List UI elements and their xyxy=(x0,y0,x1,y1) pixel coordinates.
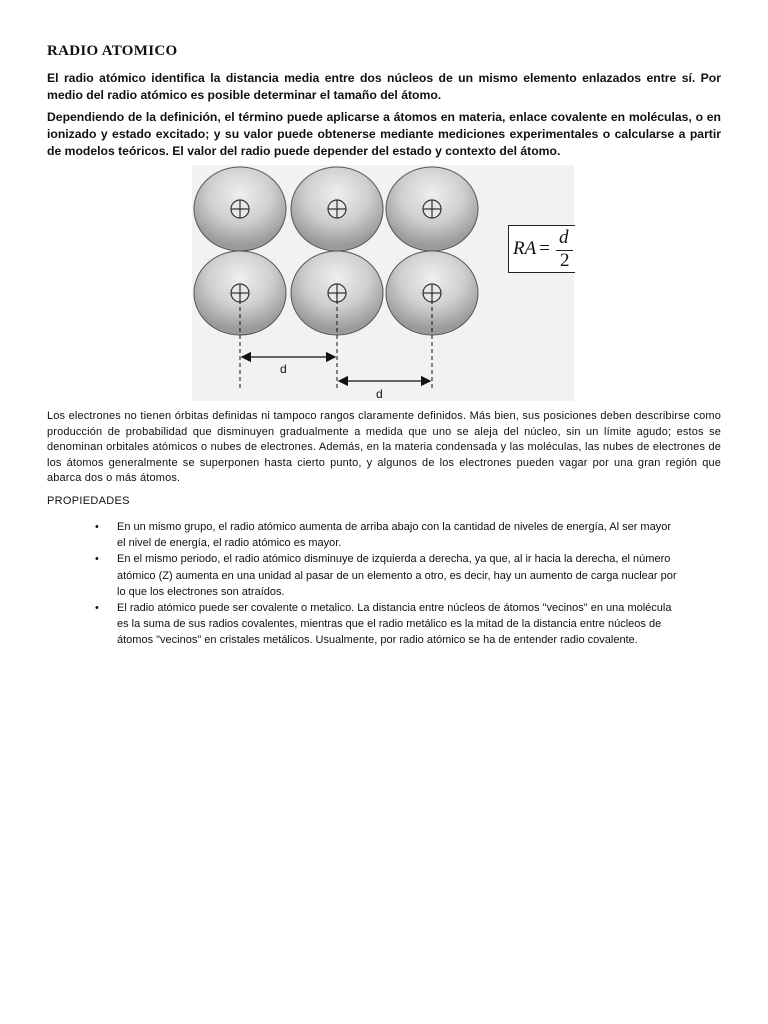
atom xyxy=(291,167,383,251)
formula-equals: = xyxy=(539,238,550,259)
intro-paragraph-1: El radio atómico identifica la distancia media entre dos núcleos de un mismo elemento enlazados entre sí. Por medio del radio atómico es posible determinar el tamaño del átomo. xyxy=(47,71,721,102)
atomic-radius-figure xyxy=(192,165,574,401)
atomic-radius-formula xyxy=(508,225,575,273)
dimension-label-2: d xyxy=(376,387,383,401)
properties-heading: PROPIEDADES xyxy=(47,494,130,507)
list-item xyxy=(95,600,677,649)
atoms-diagram xyxy=(192,165,574,401)
formula-lhs: RA xyxy=(513,238,537,259)
properties-list xyxy=(47,519,677,649)
dimension-arrows xyxy=(242,357,430,381)
atom xyxy=(386,167,478,251)
dimension-label-1: d xyxy=(280,362,287,376)
bullet-icon: • xyxy=(95,520,99,533)
page-title: RADIO ATOMICO xyxy=(47,43,178,59)
formula-numerator: d xyxy=(559,227,569,248)
atom-row-bottom xyxy=(194,251,478,335)
intro-paragraph-2: Dependiendo de la definición, el término puede aplicarse a átomos en materia, enlace covalente en moléculas, o en ionizado y estado excitado; y su valor puede obtenerse mediante mediciones experimentales o calcularse a partir de modelos teóricos. El valor del radio puede depender del estado y contexto del átomo. xyxy=(47,110,721,158)
atom xyxy=(194,167,286,251)
bullet-icon: • xyxy=(95,601,99,614)
list-item xyxy=(95,551,677,600)
list-item-text: En un mismo grupo, el radio atómico aumenta de arriba abajo con la cantidad de niveles de energía, Al ser mayor el nivel de energía, el radio atómico es mayor. xyxy=(117,520,671,550)
electron-paragraph: Los electrones no tienen órbitas definidas ni tampoco rangos claramente definidos. Más bien, sus posiciones deben describirse como producción de probabilidad que disminuyen gradualmente a medida que uno se aleja del núcleo, sin un límite agudo; estos se denominan orbitales atómicos o nubes de electrones. Además, en la materia condensada y las moléculas, las nubes de electrones de los átomos generalmente se superponen hasta cierto punto, y algunos de los electrones pueden vagar por una gran región que abarca dos o más átomos. xyxy=(47,410,721,485)
document-page xyxy=(47,42,721,649)
list-item-text: En el mismo periodo, el radio atómico disminuye de izquierda a derecha, ya que, al ir hacia la derecha, el número atómico (Z) aumenta en una unidad al pasar de un elemento a otro, es decir, hay un aumento de carga nuclear por lo que los electrones son atraídos. xyxy=(117,553,677,598)
atom-row-top xyxy=(194,167,478,251)
bullet-icon: • xyxy=(95,553,99,566)
list-item-text: El radio atómico puede ser covalente o metalico. La distancia entre núcleos de átomos "vecinos" en una molécula es la suma de sus radios covalentes, mientras que el radio metálico es la mitad de la distancia entre núcleos de átomos "vecinos" en cristales metálicos. Usualmente, por radio atómico se ha de entender radio covalente. xyxy=(117,601,672,647)
formula-denominator: 2 xyxy=(560,250,570,271)
list-item xyxy=(95,519,677,551)
